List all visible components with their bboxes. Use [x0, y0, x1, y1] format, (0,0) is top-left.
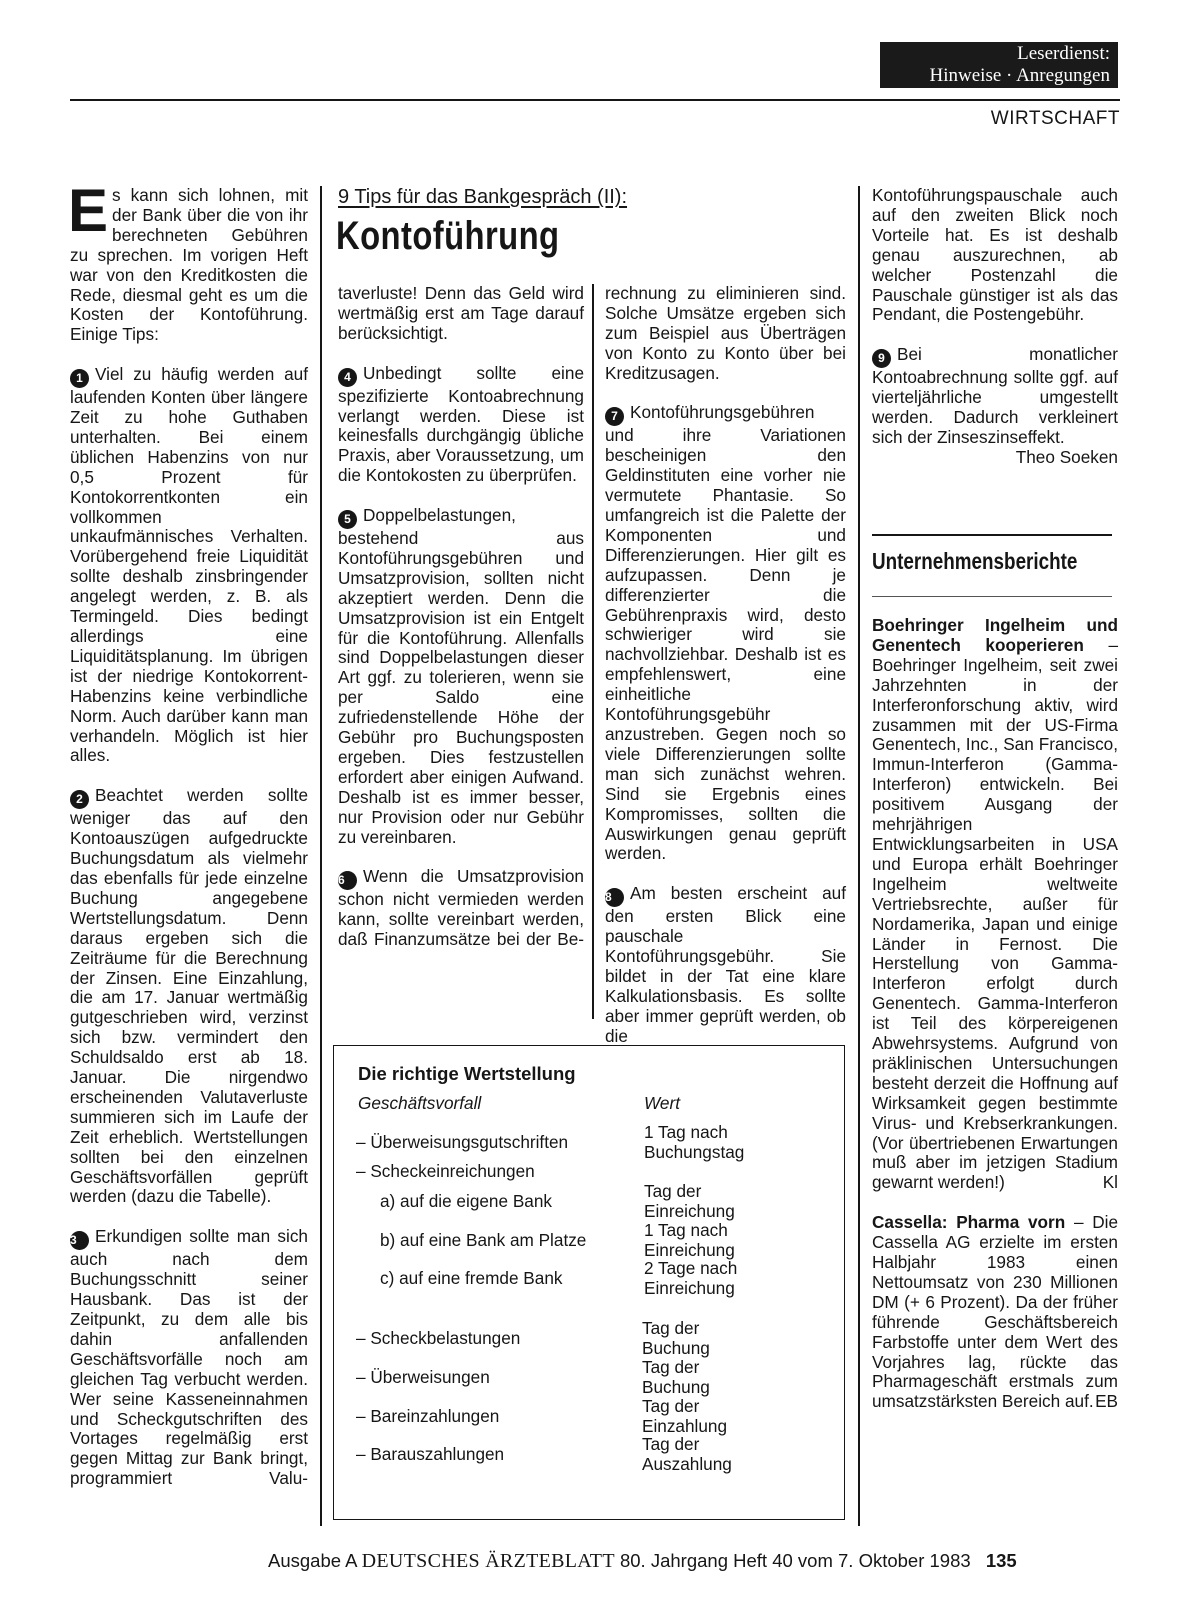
table-row-label: – Überweisungen	[356, 1367, 490, 1387]
tip-number-icon: 2	[70, 790, 89, 809]
table-row-value: Auszahlung	[642, 1454, 732, 1474]
footer-edition: Ausgabe A	[268, 1550, 357, 1571]
article-title: Kontoführung	[336, 214, 560, 258]
tip-number-icon: 8	[605, 888, 624, 907]
series-title: 9 Tips für das Bankgespräch (II):	[338, 186, 628, 208]
article-column-4	[872, 186, 1118, 468]
footer-issue: 80. Jahrgang Heft 40 vom 7. Oktober 1983	[619, 1550, 971, 1571]
tip-paragraph	[70, 1227, 308, 1489]
table-row-label: – Überweisungsgutschriften	[356, 1132, 569, 1152]
tip-number-icon: 3	[70, 1231, 89, 1250]
table-row-value: 1 Tag nach	[644, 1122, 728, 1142]
report-item	[872, 616, 1118, 1193]
tip-paragraph	[338, 506, 584, 848]
tip-text: Viel zu häufig werden auf laufenden Konten über längere Zeit zu hohe Guthaben unterhalten. Bei einem üblichen Habenzins von nur 0,5 Prozent für Kontokorrentkonten ein vollkommen unkaufmännisches Verhalten. Vorübergehend freie Liquidität sollte deshalb zinsbringender angelegt werden, z. B. als Termingeld. Dies bedingt allerdings eine Liquiditätsplanung. Im übrigen ist der niedrige Kontokorrent-Habenzins keine verbindliche Norm. Auch darüber kann man verhandeln. Möglich ist hier alles.	[70, 364, 308, 766]
table-row-label: – Bareinzahlungen	[356, 1406, 500, 1426]
column-rule	[320, 186, 322, 1526]
table-row-value: Einreichung	[644, 1240, 735, 1260]
tip-number-icon: 5	[338, 510, 357, 529]
intro-paragraph	[68, 177, 308, 345]
continued-text: taverluste! Denn das Geld wird wertmäßig erst am Tage darauf berücksichtigt.	[338, 283, 584, 343]
company-reports	[872, 616, 1118, 1412]
tip-number-icon: 4	[338, 368, 357, 387]
tip-text: Kontoführungsgebühren und ihre Variationen bescheinigen den Geldinstituten eine vorher nie vermutete Phantasie. So umfangreich ist die Palette der Komponenten und Differenzierungen. Hier gilt es aufzupassen. Denn je differenzierter die Gebührenpraxis wird, desto schwieriger wird sie nachvollziehbar. Deshalb ist es empfehlenswert, eine einheitliche Kontoführungsgebühr anzustreben. Gegen noch so viele Differenzierungen sollte man sich zunächst wehren. Sind sie Ergebnis eines Kompromisses, sollten die Auswirkungen genau geprüft werden.	[605, 402, 846, 864]
report-text: – Die Cassella AG erzielte im ersten Halbjahr 1983 einen Nettoumsatz von 230 Millionen DM (+ 6 Prozent). Da der früher führende Geschäftsbereich Farbstoffe unter dem Wert des Vorjahres lag, rückte das Pharmageschäft erstmals zum umsatzstärksten Bereich auf.	[872, 1212, 1119, 1412]
column-rule	[858, 186, 860, 1526]
report-text: – Boehringer Ingelheim, seit zwei Jahrzehnten in der Interferonforschung aktiv, wird zusammen mit der US-Firma Genentech, Inc., San Francisco, Immun-Interferon (Gamma-Interferon) entwickeln. Bei positivem Ausgang der mehrjährigen Entwicklungsarbeiten in USA und Europa erhält Boehringer Ingelheim weltweite Vertriebsrechte, außer für Nordamerika, Japan und einige Länder in Fernost. Die Herstellung von Gamma-Interferon erfolgt durch Genentech. Gamma-Interferon ist Teil des körpereigenen Abwehrsystems. Aufgrund von präklinischen Untersuchungen besteht derzeit die Hoffnung auf Wirksamkeit gegen bestimmte Virus- und Krebserkrankungen. (Vor übertriebenen Erwartungen muß aber im jetzigen Stadium gewarnt werden!)	[872, 634, 1119, 1193]
reports-rule	[872, 534, 1112, 536]
table-row-value: Tag der	[644, 1181, 702, 1201]
article-column-2	[338, 284, 584, 950]
reader-service-box	[880, 42, 1118, 88]
tip-paragraph	[70, 786, 308, 1207]
table-row-value: Einzahlung	[642, 1416, 728, 1436]
tip-text: Wenn die Umsatzprovision schon nicht vermieden werden kann, sollte vereinbart werden, daß Finanzumsätze bei der Be-	[338, 866, 584, 950]
table-row-value: Buchungstag	[644, 1142, 745, 1162]
table-row-value: Tag der	[642, 1396, 700, 1416]
tip-number-icon: 6	[338, 871, 357, 890]
tip-number-icon: 1	[70, 369, 89, 388]
header-rule	[70, 99, 1120, 101]
tip-text: Beachtet werden sollte weniger das auf den Kontoauszügen aufgedruckte Buchungsdatum als vielmehr das ebenfalls für jede einzelne Buchung angegebene Wertstellungsdatum. Denn daraus ergeben sich die Zeiträume für die Berechnung der Zinsen. Eine Einzahlung, die am 17. Januar wertmäßig gutgeschrieben wird, verzinst sich bzw. vermindert den Schuldsaldo erst ab 18. Januar. Die nirgendwo erscheinenden Valutaverluste summieren sich im Laufe der Zeit erheblich. Wertstellungen sollten bei den einzelnen Geschäftsvorfällen geprüft werden (dazu die Tabelle).	[70, 785, 308, 1207]
table-row-value: Buchung	[642, 1338, 710, 1358]
report-author: Kl	[1102, 1172, 1118, 1193]
table-row-value: Tag der	[642, 1434, 700, 1454]
table-row-label: c) auf eine fremde Bank	[380, 1268, 563, 1288]
tip-paragraph	[605, 884, 846, 1046]
tip-text: Unbedingt sollte eine spezifizierte Kontoabrechnung verlangt werden. Diese ist keinesfalls durchgängig übliche Praxis, aber Voraussetzung, um die Kontokosten zu überprüfen.	[338, 362, 584, 486]
table-row-value: Tag der	[642, 1318, 700, 1338]
reports-rule-bottom	[872, 596, 1112, 597]
report-headline: Boehringer Ingelheim und Genentech kooperieren	[872, 615, 1118, 655]
tip-text: Doppelbelastungen, bestehend aus Kontoführungsgebühren und Umsatzprovision, sollten nicht akzeptiert werden. Denn die Umsatzprovision ist ein Entgelt für die Kontoführung. Allenfalls sind Doppelbelastungen dieser Art ggf. zu tolerieren, wenn sie per Saldo eine zufriedenstellende Höhe der Gebühr pro Buchungsposten ergeben. Dies festzustellen erfordert aber einigen Aufwand. Deshalb ist es immer besser, nur Provision oder nur Gebühr zu vereinbaren.	[338, 505, 584, 847]
reader-service-line2: Hinweise · Anregungen	[929, 65, 1110, 86]
company-reports-heading: Unternehmensberichte	[872, 548, 1078, 574]
continued-text: rechnung zu eliminieren sind. Solche Umsätze ergeben sich zum Beispiel aus Überträgen von Konto zu Konto über bei Kreditzusagen.	[605, 283, 846, 383]
intro-text: s kann sich lohnen, mit der Bank über die von ihr berechneten Gebühren zu sprechen. Im vorigen Heft war von den Kreditkosten die Rede, diesmal geht es um die Kosten der Kontoführung. Einige Tips:	[70, 185, 308, 345]
table-row-value: 1 Tag nach	[644, 1220, 728, 1240]
tip-paragraph	[70, 365, 308, 766]
table-row-label: a) auf die eigene Bank	[380, 1191, 553, 1211]
report-author: EB	[1095, 1391, 1118, 1412]
author-name: Theo Soeken	[1015, 446, 1118, 467]
value-date-table	[333, 1045, 845, 1520]
table-row-value: Einreichung	[644, 1278, 735, 1298]
tip-number-icon: 7	[605, 407, 624, 426]
table-row-label: – Scheckbelastungen	[356, 1328, 521, 1348]
table-row-value: Tag der	[642, 1357, 700, 1377]
table-header-value: Wert	[644, 1093, 680, 1113]
table-row-value: Einreichung	[644, 1201, 735, 1221]
drop-cap: E	[68, 177, 109, 244]
table-row-label: – Scheckeinreichungen	[356, 1161, 535, 1181]
article-column-3	[605, 284, 846, 1047]
tip-number-icon: 9	[872, 349, 891, 368]
report-item	[872, 1213, 1118, 1412]
page-number: 135	[985, 1550, 1017, 1571]
section-label: WIRTSCHAFT	[990, 108, 1120, 129]
report-headline: Cassella: Pharma vorn	[872, 1212, 1066, 1233]
reader-service-line1: Leserdienst:	[1017, 43, 1110, 64]
table-row-label: – Barauszahlungen	[356, 1444, 505, 1464]
tip-paragraph	[338, 364, 584, 487]
tip-paragraph	[605, 403, 846, 864]
table-row-label: b) auf eine Bank am Platze	[380, 1230, 587, 1250]
tip-paragraph	[872, 344, 1118, 467]
footer-journal: DEUTSCHES ÄRZTEBLATT	[361, 1550, 615, 1572]
page-footer	[268, 1550, 1017, 1573]
article-column-1	[68, 177, 308, 1526]
tip-paragraph	[338, 867, 584, 950]
tip-text: Am besten erscheint auf den ersten Blick eine pauschale Kontoführungsgebühr. Sie bildet in der Tat eine klare Kalkulationsbasis. Es sollte aber immer geprüft werden, ob die	[605, 883, 846, 1046]
table-title: Die richtige Wertstellung	[358, 1063, 576, 1084]
table-header-transaction: Geschäftsvorfall	[358, 1093, 482, 1113]
table-row-value: 2 Tage nach	[644, 1258, 738, 1278]
table-row-value: Buchung	[642, 1377, 710, 1397]
tip-text: Erkundigen sollte man sich auch nach dem Buchungsschnitt seiner Hausbank. Das ist der Zeitpunkt, zu dem alle bis dahin anfallenden Geschäftsvorfälle noch am gleichen Tag verbucht werden. Wer seine Kasseneinnahmen und Scheckgutschriften des Vortages regelmäßig erst gegen Mittag zur Bank bringt, programmiert Valu-	[70, 1226, 308, 1489]
continued-text: Kontoführungspauschale auch auf den zweiten Blick noch Vorteile hat. Es ist deshalb genau auszurechnen, ab welcher Postenzahl die Pauschale günstiger ist als das Pendant, die Postengebühr.	[872, 185, 1118, 325]
column-rule	[592, 284, 594, 1019]
tip-text: Bei monatlicher Kontoabrechnung sollte ggf. auf vierteljährliche umgestellt werden. Dadurch verkleinert sich der Zinseszinseffekt.	[872, 344, 1118, 447]
